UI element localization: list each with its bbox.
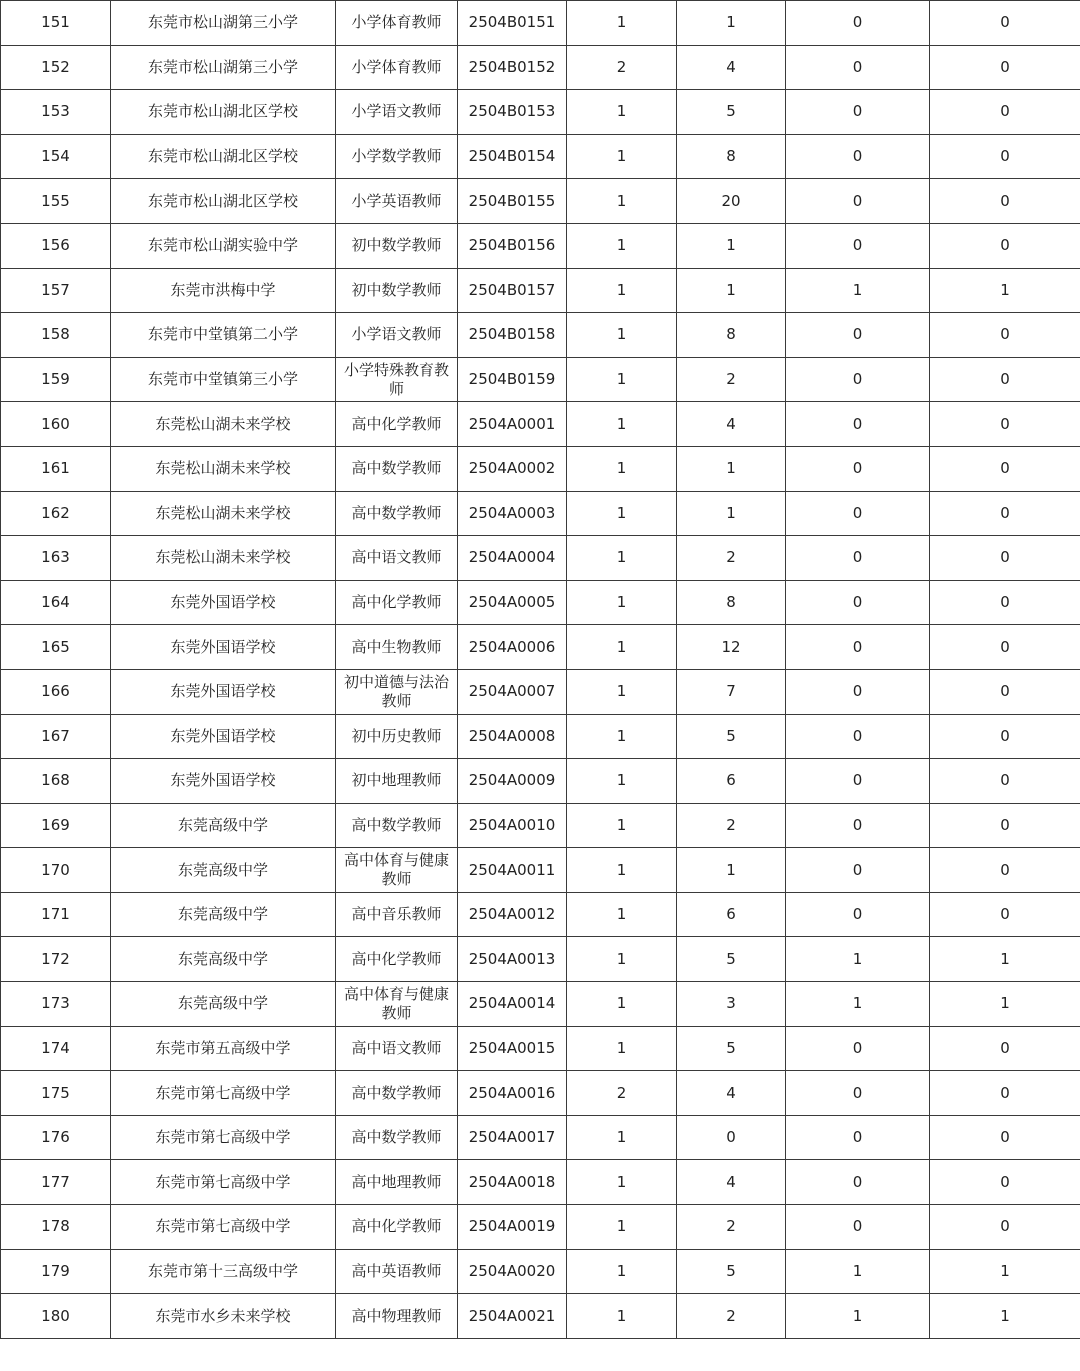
cell-paid: 0 — [930, 1160, 1080, 1205]
cell-passed: 0 — [786, 580, 930, 625]
cell-passed: 1 — [786, 937, 930, 982]
cell-position-code: 2504A0015 — [458, 1026, 567, 1071]
cell-position-code: 2504A0018 — [458, 1160, 567, 1205]
cell-paid: 0 — [930, 625, 1080, 670]
cell-position: 小学特殊教育教师 — [336, 357, 458, 402]
cell-recruit-count: 1 — [567, 1, 677, 46]
cell-passed: 1 — [786, 982, 930, 1027]
cell-school: 东莞市第七高级中学 — [111, 1160, 336, 1205]
cell-number: 164 — [1, 580, 111, 625]
cell-recruit-count: 1 — [567, 892, 677, 937]
cell-recruit-count: 1 — [567, 446, 677, 491]
table-row — [1, 1160, 1080, 1205]
cell-school: 东莞市松山湖实验中学 — [111, 223, 336, 268]
cell-position-code: 2504A0009 — [458, 759, 567, 804]
table-row — [1, 1249, 1080, 1294]
table-row — [1, 669, 1080, 714]
table-row — [1, 1, 1080, 46]
cell-position-code: 2504B0158 — [458, 313, 567, 358]
cell-applicants: 1 — [677, 848, 786, 893]
cell-position-code: 2504A0005 — [458, 580, 567, 625]
cell-position: 高中化学教师 — [336, 580, 458, 625]
cell-position: 高中体育与健康教师 — [336, 848, 458, 893]
cell-passed: 0 — [786, 45, 930, 90]
cell-position: 高中数学教师 — [336, 1071, 458, 1116]
cell-passed: 1 — [786, 268, 930, 313]
cell-position: 高中英语教师 — [336, 1249, 458, 1294]
cell-paid: 0 — [930, 1, 1080, 46]
cell-position-code: 2504A0006 — [458, 625, 567, 670]
cell-passed: 0 — [786, 1026, 930, 1071]
table-row — [1, 625, 1080, 670]
cell-number: 151 — [1, 1, 111, 46]
cell-number: 160 — [1, 402, 111, 447]
cell-recruit-count: 1 — [567, 357, 677, 402]
cell-school: 东莞市水乡未来学校 — [111, 1294, 336, 1339]
cell-number: 167 — [1, 714, 111, 759]
cell-position: 高中音乐教师 — [336, 892, 458, 937]
cell-passed: 0 — [786, 313, 930, 358]
cell-number: 174 — [1, 1026, 111, 1071]
cell-passed: 0 — [786, 803, 930, 848]
cell-recruit-count: 1 — [567, 268, 677, 313]
cell-position-code: 2504A0013 — [458, 937, 567, 982]
table-row — [1, 937, 1080, 982]
cell-applicants: 6 — [677, 759, 786, 804]
cell-number: 179 — [1, 1249, 111, 1294]
cell-position-code: 2504B0157 — [458, 268, 567, 313]
table-row — [1, 536, 1080, 581]
cell-position-code: 2504A0007 — [458, 669, 567, 714]
table-row — [1, 848, 1080, 893]
cell-paid: 0 — [930, 759, 1080, 804]
cell-number: 161 — [1, 446, 111, 491]
cell-passed: 0 — [786, 1071, 930, 1116]
cell-number: 155 — [1, 179, 111, 224]
cell-applicants: 2 — [677, 357, 786, 402]
cell-paid: 0 — [930, 669, 1080, 714]
cell-position-code: 2504A0002 — [458, 446, 567, 491]
cell-passed: 0 — [786, 892, 930, 937]
cell-school: 东莞市中堂镇第二小学 — [111, 313, 336, 358]
table-row — [1, 1294, 1080, 1339]
cell-recruit-count: 1 — [567, 714, 677, 759]
cell-applicants: 3 — [677, 982, 786, 1027]
table-row — [1, 982, 1080, 1027]
cell-number: 153 — [1, 90, 111, 135]
table-row — [1, 1026, 1080, 1071]
cell-applicants: 0 — [677, 1115, 786, 1160]
cell-position-code: 2504A0012 — [458, 892, 567, 937]
cell-recruit-count: 1 — [567, 313, 677, 358]
cell-position: 高中数学教师 — [336, 446, 458, 491]
cell-position: 小学语文教师 — [336, 313, 458, 358]
cell-passed: 0 — [786, 1115, 930, 1160]
cell-school: 东莞市第七高级中学 — [111, 1205, 336, 1250]
cell-passed: 0 — [786, 491, 930, 536]
cell-passed: 0 — [786, 848, 930, 893]
cell-position: 初中数学教师 — [336, 223, 458, 268]
cell-school: 东莞松山湖未来学校 — [111, 446, 336, 491]
cell-school: 东莞市松山湖第三小学 — [111, 1, 336, 46]
cell-position: 高中物理教师 — [336, 1294, 458, 1339]
cell-passed: 0 — [786, 90, 930, 135]
cell-position-code: 2504A0003 — [458, 491, 567, 536]
cell-school: 东莞市中堂镇第三小学 — [111, 357, 336, 402]
cell-applicants: 5 — [677, 1249, 786, 1294]
cell-school: 东莞市松山湖北区学校 — [111, 90, 336, 135]
cell-school: 东莞外国语学校 — [111, 714, 336, 759]
cell-position-code: 2504A0020 — [458, 1249, 567, 1294]
cell-school: 东莞市第七高级中学 — [111, 1115, 336, 1160]
cell-applicants: 6 — [677, 892, 786, 937]
cell-number: 172 — [1, 937, 111, 982]
cell-paid: 0 — [930, 179, 1080, 224]
cell-passed: 0 — [786, 669, 930, 714]
cell-passed: 0 — [786, 223, 930, 268]
cell-recruit-count: 1 — [567, 848, 677, 893]
cell-school: 东莞高级中学 — [111, 937, 336, 982]
cell-position-code: 2504B0159 — [458, 357, 567, 402]
cell-paid: 0 — [930, 45, 1080, 90]
cell-paid: 0 — [930, 357, 1080, 402]
table-body — [1, 1, 1080, 1339]
cell-applicants: 2 — [677, 1294, 786, 1339]
table-row — [1, 580, 1080, 625]
cell-position: 小学语文教师 — [336, 90, 458, 135]
cell-paid: 0 — [930, 892, 1080, 937]
cell-position: 小学英语教师 — [336, 179, 458, 224]
cell-passed: 0 — [786, 134, 930, 179]
cell-applicants: 20 — [677, 179, 786, 224]
cell-position-code: 2504B0151 — [458, 1, 567, 46]
cell-number: 168 — [1, 759, 111, 804]
cell-recruit-count: 1 — [567, 580, 677, 625]
cell-recruit-count: 1 — [567, 1026, 677, 1071]
cell-school: 东莞松山湖未来学校 — [111, 402, 336, 447]
cell-school: 东莞外国语学校 — [111, 669, 336, 714]
cell-position: 高中化学教师 — [336, 1205, 458, 1250]
cell-school: 东莞市第十三高级中学 — [111, 1249, 336, 1294]
cell-number: 175 — [1, 1071, 111, 1116]
cell-paid: 0 — [930, 848, 1080, 893]
cell-position: 初中数学教师 — [336, 268, 458, 313]
cell-number: 177 — [1, 1160, 111, 1205]
table-row — [1, 1071, 1080, 1116]
cell-applicants: 5 — [677, 937, 786, 982]
cell-position-code: 2504A0008 — [458, 714, 567, 759]
cell-applicants: 5 — [677, 90, 786, 135]
cell-number: 171 — [1, 892, 111, 937]
cell-position: 高中数学教师 — [336, 803, 458, 848]
cell-applicants: 1 — [677, 223, 786, 268]
cell-number: 170 — [1, 848, 111, 893]
table-row — [1, 134, 1080, 179]
cell-position-code: 2504B0154 — [458, 134, 567, 179]
cell-position: 高中数学教师 — [336, 491, 458, 536]
cell-position-code: 2504A0004 — [458, 536, 567, 581]
cell-paid: 0 — [930, 223, 1080, 268]
cell-recruit-count: 1 — [567, 223, 677, 268]
cell-position: 高中数学教师 — [336, 1115, 458, 1160]
cell-school: 东莞高级中学 — [111, 982, 336, 1027]
table-row — [1, 803, 1080, 848]
cell-paid: 0 — [930, 402, 1080, 447]
cell-passed: 0 — [786, 536, 930, 581]
cell-recruit-count: 1 — [567, 134, 677, 179]
cell-recruit-count: 1 — [567, 1294, 677, 1339]
cell-recruit-count: 1 — [567, 402, 677, 447]
table-row — [1, 313, 1080, 358]
cell-position-code: 2504B0155 — [458, 179, 567, 224]
table-row — [1, 1205, 1080, 1250]
cell-school: 东莞市第五高级中学 — [111, 1026, 336, 1071]
cell-position-code: 2504A0010 — [458, 803, 567, 848]
cell-number: 157 — [1, 268, 111, 313]
cell-paid: 0 — [930, 134, 1080, 179]
cell-applicants: 8 — [677, 134, 786, 179]
cell-school: 东莞松山湖未来学校 — [111, 536, 336, 581]
cell-school: 东莞市洪梅中学 — [111, 268, 336, 313]
table-row — [1, 90, 1080, 135]
cell-number: 163 — [1, 536, 111, 581]
cell-paid: 1 — [930, 1294, 1080, 1339]
cell-school: 东莞松山湖未来学校 — [111, 491, 336, 536]
cell-applicants: 5 — [677, 714, 786, 759]
cell-school: 东莞市第七高级中学 — [111, 1071, 336, 1116]
cell-recruit-count: 1 — [567, 1205, 677, 1250]
table-row — [1, 357, 1080, 402]
cell-recruit-count: 1 — [567, 669, 677, 714]
cell-position-code: 2504A0019 — [458, 1205, 567, 1250]
table-row — [1, 223, 1080, 268]
cell-position-code: 2504B0152 — [458, 45, 567, 90]
cell-passed: 0 — [786, 1160, 930, 1205]
cell-number: 159 — [1, 357, 111, 402]
cell-school: 东莞市松山湖北区学校 — [111, 179, 336, 224]
table-row — [1, 491, 1080, 536]
table-row — [1, 759, 1080, 804]
cell-passed: 0 — [786, 1, 930, 46]
cell-applicants: 1 — [677, 268, 786, 313]
cell-applicants: 4 — [677, 402, 786, 447]
cell-position-code: 2504A0016 — [458, 1071, 567, 1116]
cell-recruit-count: 1 — [567, 982, 677, 1027]
cell-recruit-count: 1 — [567, 1115, 677, 1160]
cell-applicants: 1 — [677, 1, 786, 46]
cell-position-code: 2504A0014 — [458, 982, 567, 1027]
cell-applicants: 5 — [677, 1026, 786, 1071]
cell-passed: 0 — [786, 1205, 930, 1250]
cell-recruit-count: 1 — [567, 1249, 677, 1294]
table-row — [1, 402, 1080, 447]
cell-passed: 1 — [786, 1249, 930, 1294]
cell-paid: 1 — [930, 1249, 1080, 1294]
cell-position: 初中道德与法治教师 — [336, 669, 458, 714]
cell-position: 小学体育教师 — [336, 1, 458, 46]
cell-passed: 0 — [786, 714, 930, 759]
table-row — [1, 1115, 1080, 1160]
cell-recruit-count: 1 — [567, 536, 677, 581]
cell-recruit-count: 2 — [567, 45, 677, 90]
cell-recruit-count: 1 — [567, 759, 677, 804]
cell-paid: 0 — [930, 580, 1080, 625]
table-row — [1, 45, 1080, 90]
cell-position: 高中化学教师 — [336, 937, 458, 982]
cell-applicants: 1 — [677, 491, 786, 536]
cell-position-code: 2504A0001 — [458, 402, 567, 447]
cell-recruit-count: 1 — [567, 179, 677, 224]
cell-paid: 0 — [930, 313, 1080, 358]
cell-applicants: 8 — [677, 313, 786, 358]
cell-position: 初中地理教师 — [336, 759, 458, 804]
cell-number: 173 — [1, 982, 111, 1027]
table-row — [1, 714, 1080, 759]
cell-school: 东莞外国语学校 — [111, 580, 336, 625]
cell-number: 152 — [1, 45, 111, 90]
cell-paid: 0 — [930, 90, 1080, 135]
cell-applicants: 4 — [677, 45, 786, 90]
cell-paid: 0 — [930, 803, 1080, 848]
cell-school: 东莞市松山湖第三小学 — [111, 45, 336, 90]
table-row — [1, 892, 1080, 937]
cell-passed: 0 — [786, 402, 930, 447]
cell-position: 高中语文教师 — [336, 536, 458, 581]
cell-paid: 0 — [930, 446, 1080, 491]
cell-passed: 0 — [786, 179, 930, 224]
cell-position: 高中生物教师 — [336, 625, 458, 670]
cell-passed: 0 — [786, 759, 930, 804]
cell-recruit-count: 1 — [567, 625, 677, 670]
cell-applicants: 2 — [677, 536, 786, 581]
cell-recruit-count: 1 — [567, 937, 677, 982]
cell-applicants: 2 — [677, 803, 786, 848]
cell-position-code: 2504B0156 — [458, 223, 567, 268]
cell-school: 东莞外国语学校 — [111, 625, 336, 670]
cell-number: 180 — [1, 1294, 111, 1339]
cell-school: 东莞市松山湖北区学校 — [111, 134, 336, 179]
cell-number: 154 — [1, 134, 111, 179]
cell-paid: 0 — [930, 1026, 1080, 1071]
cell-paid: 1 — [930, 937, 1080, 982]
cell-school: 东莞高级中学 — [111, 892, 336, 937]
cell-applicants: 8 — [677, 580, 786, 625]
cell-number: 176 — [1, 1115, 111, 1160]
cell-number: 156 — [1, 223, 111, 268]
cell-number: 162 — [1, 491, 111, 536]
cell-number: 169 — [1, 803, 111, 848]
cell-number: 166 — [1, 669, 111, 714]
cell-school: 东莞高级中学 — [111, 848, 336, 893]
cell-applicants: 2 — [677, 1205, 786, 1250]
cell-number: 178 — [1, 1205, 111, 1250]
cell-paid: 1 — [930, 268, 1080, 313]
table-row — [1, 446, 1080, 491]
cell-number: 165 — [1, 625, 111, 670]
cell-recruit-count: 1 — [567, 1160, 677, 1205]
cell-paid: 0 — [930, 1205, 1080, 1250]
cell-position: 高中化学教师 — [336, 402, 458, 447]
table-row — [1, 268, 1080, 313]
cell-position: 初中历史教师 — [336, 714, 458, 759]
cell-paid: 0 — [930, 536, 1080, 581]
cell-passed: 0 — [786, 446, 930, 491]
cell-recruit-count: 1 — [567, 803, 677, 848]
cell-applicants: 12 — [677, 625, 786, 670]
cell-position: 小学体育教师 — [336, 45, 458, 90]
cell-recruit-count: 1 — [567, 491, 677, 536]
cell-applicants: 7 — [677, 669, 786, 714]
cell-recruit-count: 1 — [567, 90, 677, 135]
cell-paid: 0 — [930, 491, 1080, 536]
cell-position-code: 2504B0153 — [458, 90, 567, 135]
cell-position-code: 2504A0011 — [458, 848, 567, 893]
cell-applicants: 1 — [677, 446, 786, 491]
table-row — [1, 179, 1080, 224]
cell-school: 东莞高级中学 — [111, 803, 336, 848]
cell-number: 158 — [1, 313, 111, 358]
cell-passed: 0 — [786, 357, 930, 402]
cell-position: 高中地理教师 — [336, 1160, 458, 1205]
cell-passed: 1 — [786, 1294, 930, 1339]
cell-paid: 0 — [930, 1071, 1080, 1116]
cell-recruit-count: 2 — [567, 1071, 677, 1116]
cell-applicants: 4 — [677, 1071, 786, 1116]
cell-applicants: 4 — [677, 1160, 786, 1205]
cell-paid: 0 — [930, 714, 1080, 759]
cell-position: 小学数学教师 — [336, 134, 458, 179]
cell-paid: 1 — [930, 982, 1080, 1027]
cell-position-code: 2504A0021 — [458, 1294, 567, 1339]
cell-position: 高中语文教师 — [336, 1026, 458, 1071]
cell-position: 高中体育与健康教师 — [336, 982, 458, 1027]
cell-passed: 0 — [786, 625, 930, 670]
cell-position-code: 2504A0017 — [458, 1115, 567, 1160]
cell-school: 东莞外国语学校 — [111, 759, 336, 804]
cell-paid: 0 — [930, 1115, 1080, 1160]
